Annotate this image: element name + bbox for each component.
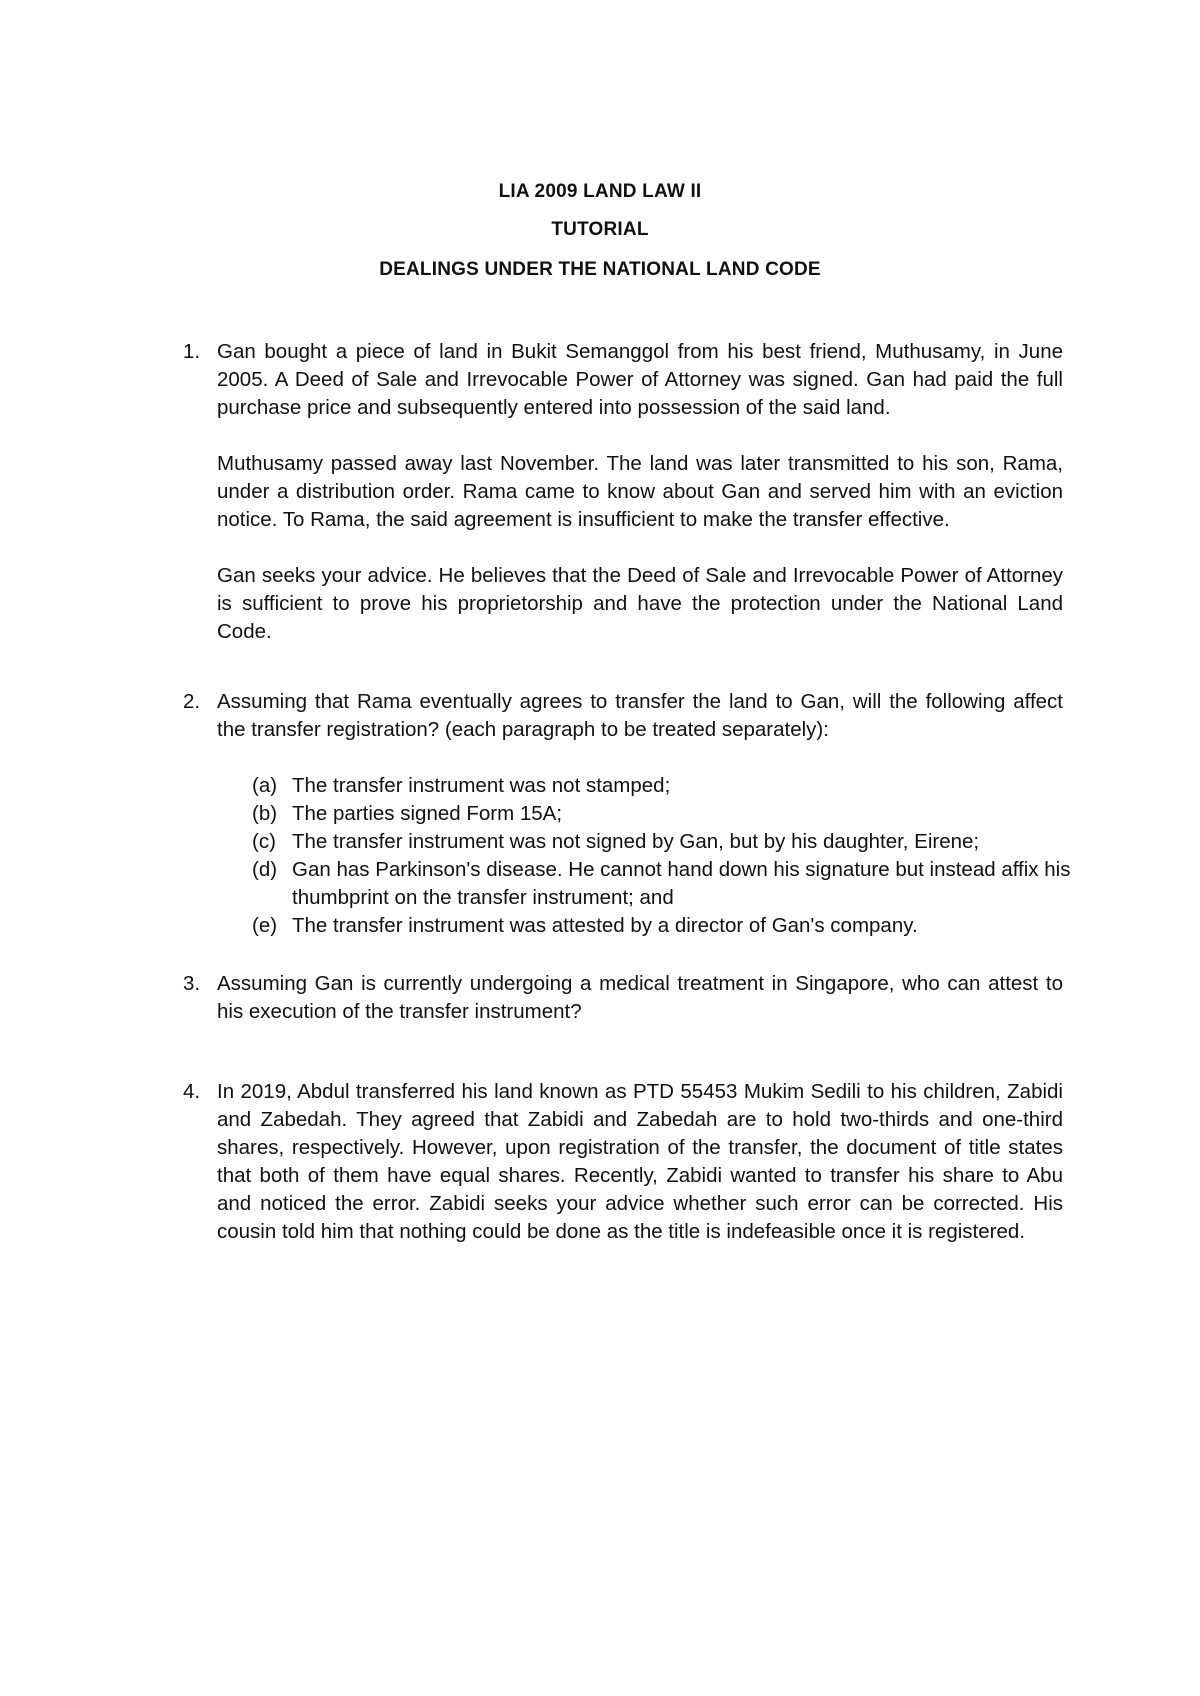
sub-question-text: The transfer instrument was not stamped; xyxy=(292,774,671,797)
sub-question-item xyxy=(252,800,1072,828)
tutorial-topic: DEALINGS UNDER THE NATIONAL LAND CODE xyxy=(379,259,821,280)
sub-question-letter: (d) xyxy=(252,858,278,881)
question-paragraph: Gan bought a piece of land in Bukit Semanggol from his best friend, Muthusamy, in June 2005. A Deed of Sale and Irrevocable Power of Attorney was signed. Gan had paid the full purchase price and subsequently entered into possession of the said land. xyxy=(217,340,1063,419)
sub-question-letter: (a) xyxy=(252,774,278,797)
sub-question-text: The transfer instrument was not signed by Gan, but by his daughter, Eirene; xyxy=(292,830,980,853)
question-1 xyxy=(183,338,1063,646)
sub-question-item xyxy=(252,912,1072,940)
sub-question-item xyxy=(252,772,1072,800)
question-paragraph: In 2019, Abdul transferred his land known as PTD 55453 Mukim Sedili to his children, Zabidi and Zabedah. They agreed that Zabidi and Zabedah are to hold two-thirds and one-third shares, respectively. However, upon registration of the transfer, the document of title states that both of them have equal shares. Recently, Zabidi wanted to transfer his share to Abu and noticed the error. Zabidi seeks your advice whether such error can be corrected. His cousin told him that nothing could be done as the title is indefeasible once it is registered. xyxy=(217,1080,1063,1243)
sub-question-letter: (b) xyxy=(252,802,278,825)
question-number: 4. xyxy=(183,1080,201,1103)
sub-question-letter: (e) xyxy=(252,914,278,937)
sub-question-item xyxy=(252,828,1072,856)
sub-question-text: Gan has Parkinson's disease. He cannot hand down his signature but instead affix his thumbprint on the transfer instrument; and xyxy=(292,858,1071,909)
sub-question-text: The transfer instrument was attested by a director of Gan's company. xyxy=(292,914,918,937)
question-2 xyxy=(183,688,1063,744)
course-title: LIA 2009 LAND LAW II xyxy=(498,181,702,202)
question-4 xyxy=(183,1078,1063,1246)
question-paragraph: Assuming that Rama eventually agrees to transfer the land to Gan, will the following affect the transfer registration? (each paragraph to be treated separately): xyxy=(217,690,1063,741)
question-paragraph: Muthusamy passed away last November. The land was later transmitted to his son, Rama, under a distribution order. Rama came to know about Gan and served him with an eviction notice. To Rama, the said agreement is insufficient to make the transfer effective. xyxy=(217,452,1063,531)
question-number: 1. xyxy=(183,340,201,363)
question-paragraph: Assuming Gan is currently undergoing a medical treatment in Singapore, who can attest to his execution of the transfer instrument? xyxy=(217,972,1063,1023)
sub-question-letter: (c) xyxy=(252,830,276,853)
document-type: TUTORIAL xyxy=(551,219,649,240)
question-3 xyxy=(183,970,1063,1026)
question-number: 2. xyxy=(183,690,201,713)
question-paragraph: Gan seeks your advice. He believes that the Deed of Sale and Irrevocable Power of Attorney is sufficient to prove his proprietorship and have the protection under the National Land Code. xyxy=(217,564,1063,643)
sub-question-list xyxy=(252,772,1072,940)
question-number: 3. xyxy=(183,972,201,995)
sub-question-text: The parties signed Form 15A; xyxy=(292,802,563,825)
sub-question-item xyxy=(252,856,1072,912)
